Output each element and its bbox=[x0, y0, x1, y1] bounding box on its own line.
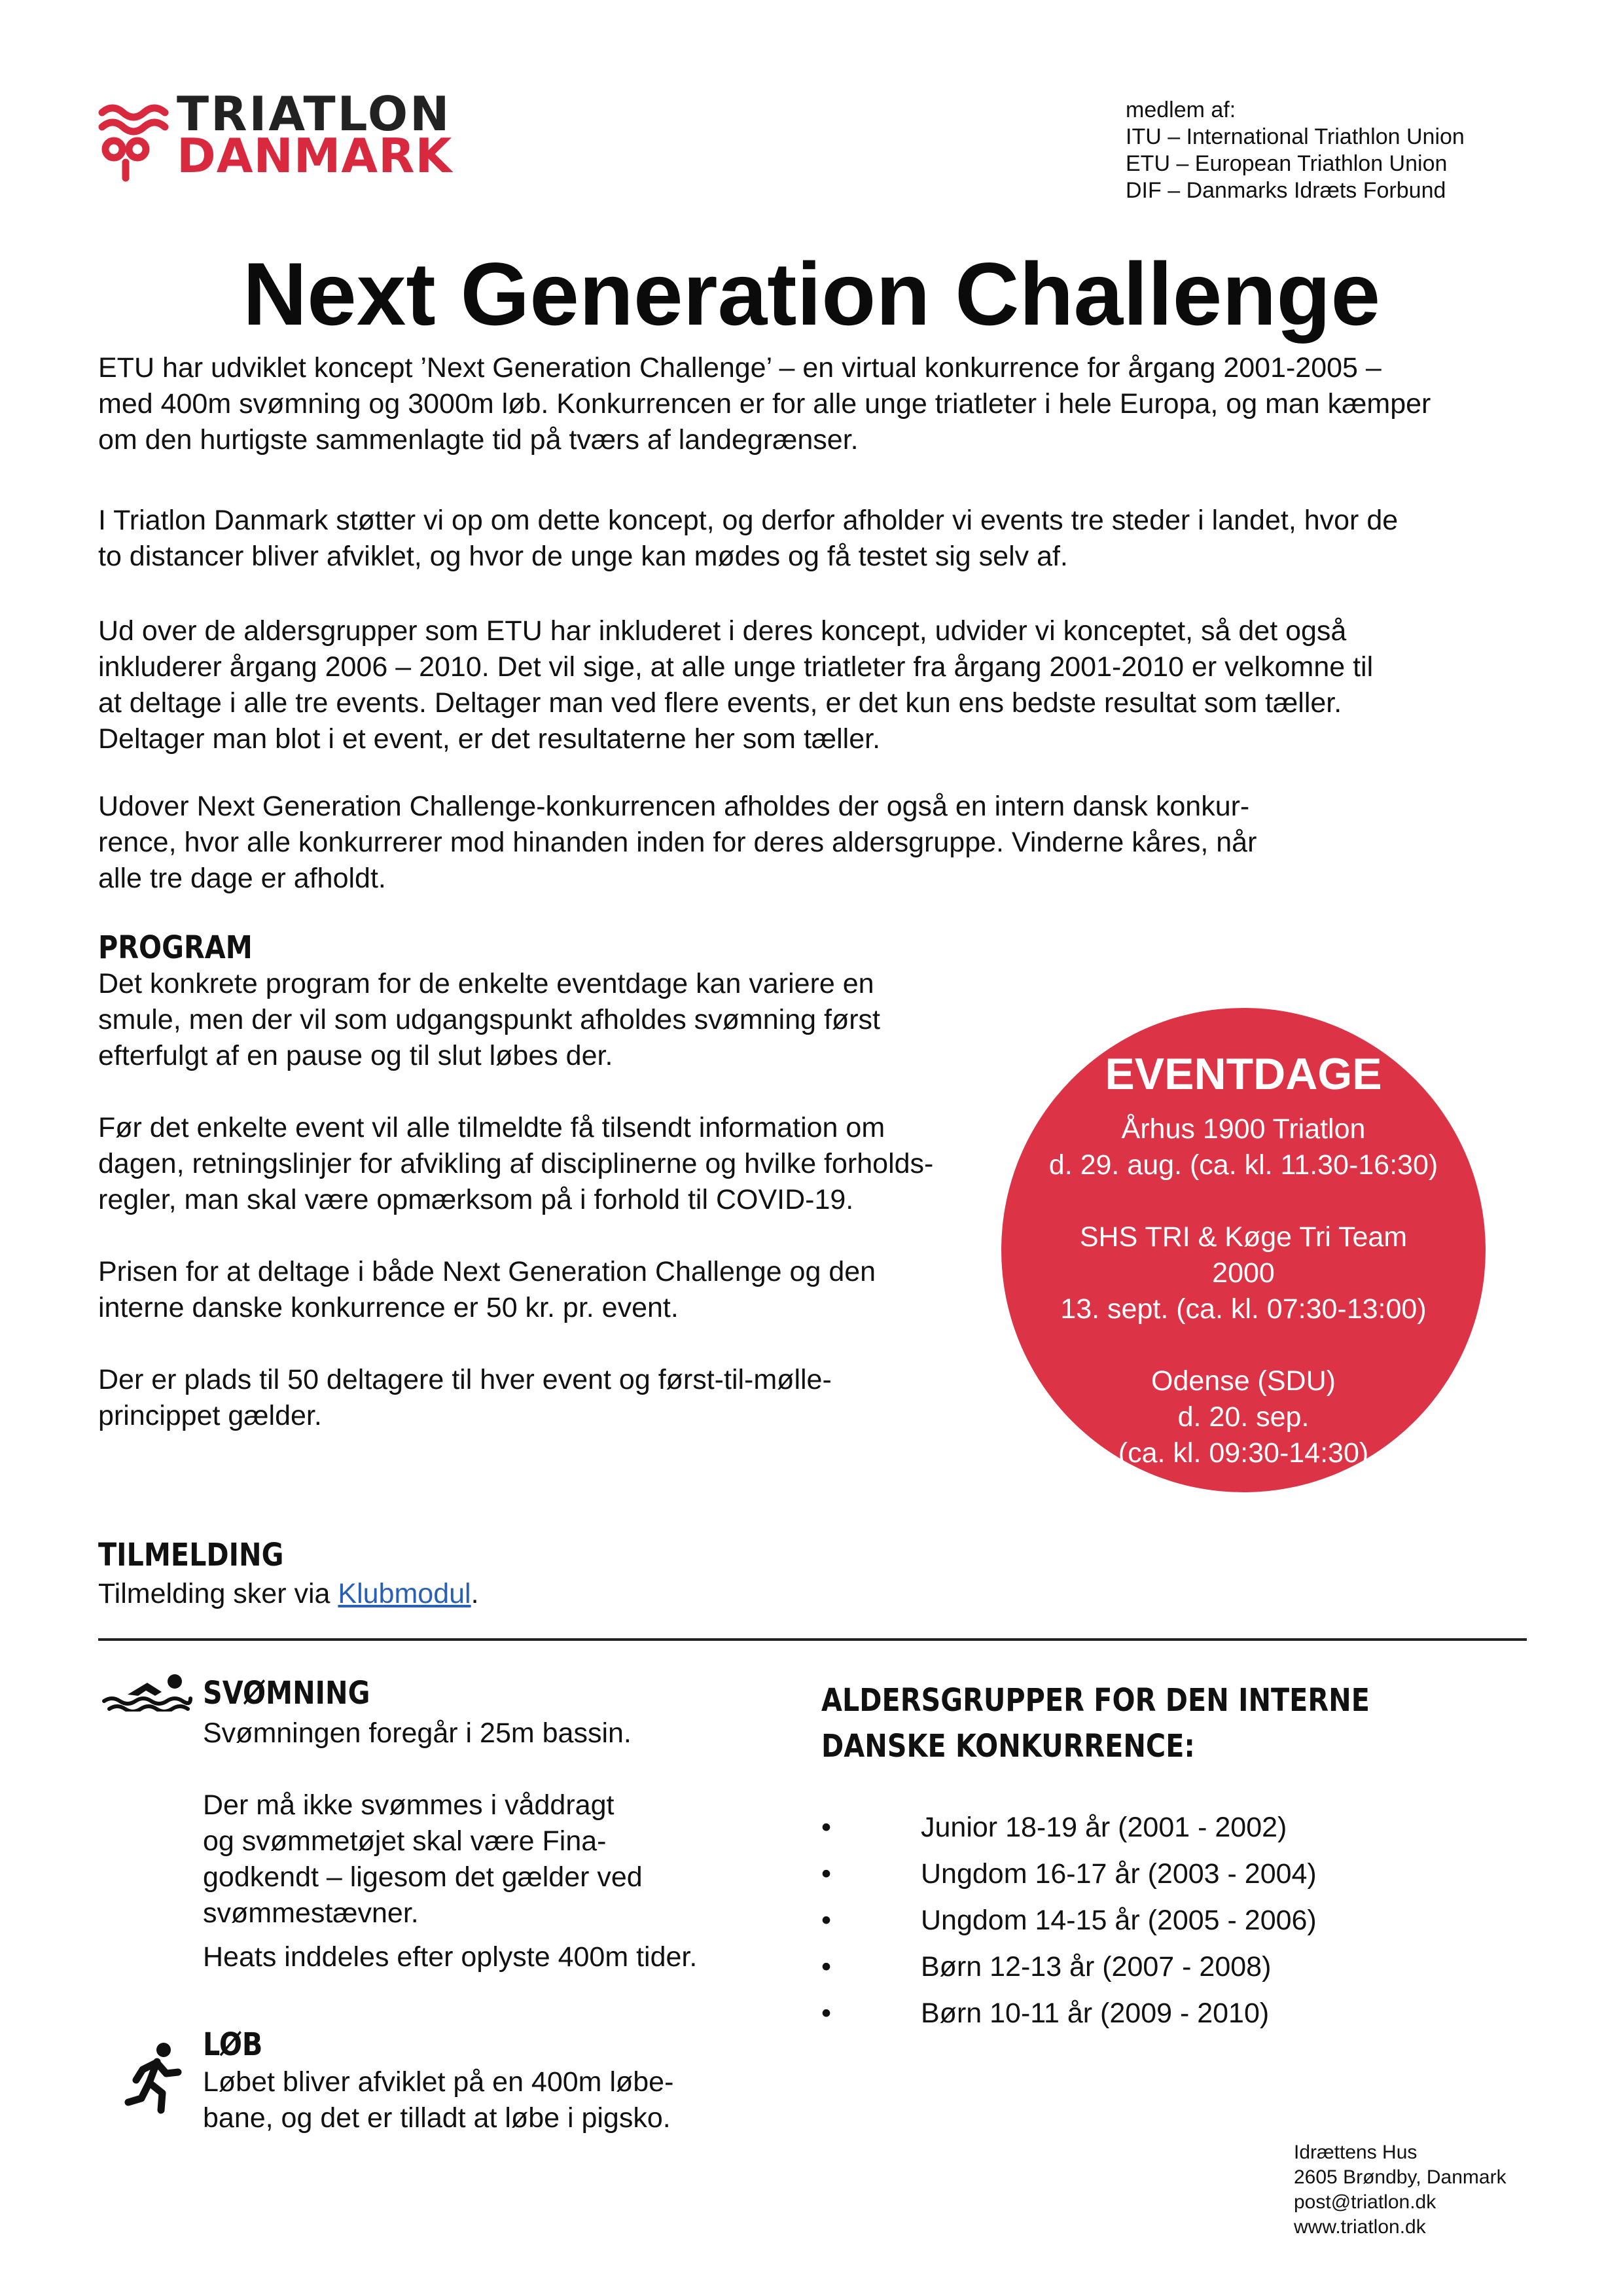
text-line: om den hurtigste sammenlagte tid på tværs af landegrænser. bbox=[98, 424, 859, 456]
text-line: dagen, retningslinjer for afvikling af disciplinerne og hvilke forholds- bbox=[98, 1148, 934, 1179]
text-line: smule, men der vil som udgangspunkt afholdes svømning først bbox=[98, 1004, 880, 1035]
tilmelding-heading: TILMELDING bbox=[98, 1537, 284, 1573]
svoemning-text bbox=[203, 1715, 697, 1975]
age-group-label: Børn 12-13 år (2007 - 2008) bbox=[921, 1951, 1272, 1982]
text-line: Prisen for at deltage i både Next Generation Challenge og den bbox=[98, 1256, 876, 1287]
text-line: interne danske konkurrence er 50 kr. pr. event. bbox=[98, 1292, 679, 1323]
bullet: • bbox=[821, 1998, 832, 2029]
footer-city: 2605 Brøndby, Danmark bbox=[1294, 2166, 1507, 2188]
text-line: at deltage i alle tre events. Deltager man ved flere events, er det kun ens bedste resultat som tæller. bbox=[98, 687, 1342, 719]
eventdage-title: EVENTDAGE bbox=[1105, 1049, 1382, 1099]
membership-info bbox=[1126, 97, 1465, 204]
text-line: svømmestævner. bbox=[203, 1897, 419, 1929]
bullet: • bbox=[821, 1951, 832, 1982]
tilmelding-text bbox=[98, 1576, 479, 1612]
event-2-venue: SHS TRI & Køge Tri Team bbox=[1079, 1221, 1408, 1253]
tilmelding-text-before: Tilmelding sker via bbox=[98, 1578, 338, 1609]
text-line: alle tre dage er afholdt. bbox=[98, 863, 386, 894]
program-heading: PROGRAM bbox=[98, 929, 253, 966]
loeb-heading: LØB bbox=[203, 2026, 263, 2063]
eventdage-circle bbox=[1001, 1008, 1486, 1492]
text-line: og svømmetøjet skal være Fina- bbox=[203, 1825, 607, 1857]
intro-paragraph-4 bbox=[98, 789, 1257, 897]
aldersgrupper-heading bbox=[821, 1677, 1370, 1769]
loeb-text bbox=[203, 2064, 673, 2136]
event-3-date: d. 20. sep. bbox=[1177, 1401, 1310, 1433]
event-1-venue: Århus 1900 Triatlon bbox=[1121, 1113, 1366, 1145]
text-line: rence, hvor alle konkurrerer mod hinanden inden for deres aldersgruppe. Vinderne kåres, når bbox=[98, 827, 1257, 858]
intro-paragraph-3 bbox=[98, 613, 1373, 757]
klubmodul-link[interactable]: Klubmodul bbox=[338, 1578, 471, 1609]
svoemning-heading: SVØMNING bbox=[203, 1675, 370, 1712]
text-line: Før det enkelte event vil alle tilmeldte få tilsendt information om bbox=[98, 1112, 885, 1143]
footer-email: post@triatlon.dk bbox=[1294, 2191, 1436, 2213]
program-text bbox=[98, 966, 933, 1434]
footer-website: www.triatlon.dk bbox=[1294, 2216, 1426, 2238]
intro-paragraph-1 bbox=[98, 350, 1431, 458]
text-line: Udover Next Generation Challenge-konkurrencen afholdes der også en intern dansk konkur- bbox=[98, 791, 1250, 822]
text-line: Der er plads til 50 deltagere til hver event og først-til-mølle- bbox=[98, 1364, 832, 1395]
age-group-label: Ungdom 14-15 år (2005 - 2006) bbox=[921, 1905, 1317, 1936]
text-line: med 400m svømning og 3000m løb. Konkurrencen er for alle unge triatleter i hele Europa, og man kæmper bbox=[98, 388, 1431, 420]
age-group-label: Børn 10-11 år (2009 - 2010) bbox=[921, 1998, 1270, 2029]
text-line: bane, og det er tilladt at løbe i pigsko. bbox=[203, 2102, 671, 2134]
section-divider bbox=[98, 1638, 1527, 1641]
event-1-date: d. 29. aug. (ca. kl. 11.30-16:30) bbox=[1048, 1149, 1438, 1181]
text-line: to distancer bliver afviklet, og hvor de unge kan mødes og få testet sig selv af. bbox=[98, 541, 1068, 572]
bullet: • bbox=[821, 1905, 832, 1936]
intro-paragraph-2 bbox=[98, 503, 1398, 575]
text-line: inkluderer årgang 2006 – 2010. Det vil sige, at alle unge triatleter fra årgang 2001-2010 er velkomne til bbox=[98, 651, 1374, 683]
text-line: I Triatlon Danmark støtter vi op om dette koncept, og derfor afholder vi events tre steder i landet, hvor de bbox=[98, 505, 1399, 536]
eventdage-list bbox=[1001, 1111, 1486, 1471]
text-line: Heats inddeles efter oplyste 400m tider. bbox=[203, 1941, 698, 1973]
bullet: • bbox=[821, 1812, 832, 1843]
text-line: Svømningen foregår i 25m bassin. bbox=[203, 1717, 632, 1749]
logo-wordmark-triatlon: TRIATLON bbox=[177, 86, 452, 141]
aldersgrupper-heading-line2: DANSKE KONKURRENCE: bbox=[821, 1728, 1195, 1765]
text-line: Løbet bliver afviklet på en 400m løbe- bbox=[203, 2066, 674, 2098]
footer-address bbox=[1294, 2140, 1507, 2240]
page-title: Next Generation Challenge bbox=[242, 244, 1381, 344]
tilmelding-text-after: . bbox=[471, 1578, 479, 1609]
age-group-label: Junior 18-19 år (2001 - 2002) bbox=[921, 1812, 1287, 1843]
event-3-time: (ca. kl. 09:30-14:30) bbox=[1118, 1437, 1369, 1469]
membership-itu: ITU – International Triathlon Union bbox=[1126, 124, 1465, 149]
event-2-venue-cont: 2000 bbox=[1212, 1257, 1275, 1289]
event-2-date: 13. sept. (ca. kl. 07:30-13:00) bbox=[1060, 1293, 1427, 1325]
text-line: Ud over de aldersgrupper som ETU har inkluderet i deres koncept, udvider vi konceptet, så det også bbox=[98, 615, 1347, 647]
logo-wordmark-danmark: DANMARK bbox=[177, 128, 453, 183]
swimmer-icon bbox=[101, 1672, 193, 1712]
event-3-venue: Odense (SDU) bbox=[1151, 1365, 1336, 1397]
text-line: Deltager man blot i et event, er det resultaterne her som tæller. bbox=[98, 723, 881, 755]
text-line: godkendt – ligesom det gælder ved bbox=[203, 1861, 643, 1893]
text-line: regler, man skal være opmærksom på i forhold til COVID-19. bbox=[98, 1184, 854, 1215]
membership-label: medlem af: bbox=[1126, 98, 1236, 122]
membership-dif: DIF – Danmarks Idræts Forbund bbox=[1126, 178, 1446, 203]
membership-etu: ETU – European Triathlon Union bbox=[1126, 151, 1448, 176]
bullet: • bbox=[821, 1858, 832, 1890]
text-line: Der må ikke svømmes i våddragt bbox=[203, 1789, 615, 1821]
text-line: princippet gælder. bbox=[98, 1400, 322, 1431]
text-line: ETU har udviklet koncept ’Next Generation Challenge’ – en virtual konkurrence for årgang 2001-2005 – bbox=[98, 352, 1382, 384]
aldersgrupper-heading-line1: ALDERSGRUPPER FOR DEN INTERNE bbox=[821, 1682, 1370, 1719]
text-line: efterfulgt af en pause og til slut løbes der. bbox=[98, 1040, 613, 1071]
text-line: Det konkrete program for de enkelte eventdage kan variere en bbox=[98, 968, 874, 999]
age-group-label: Ungdom 16-17 år (2003 - 2004) bbox=[921, 1858, 1317, 1890]
footer-building: Idrættens Hus bbox=[1294, 2142, 1418, 2163]
runner-icon bbox=[123, 2042, 188, 2114]
